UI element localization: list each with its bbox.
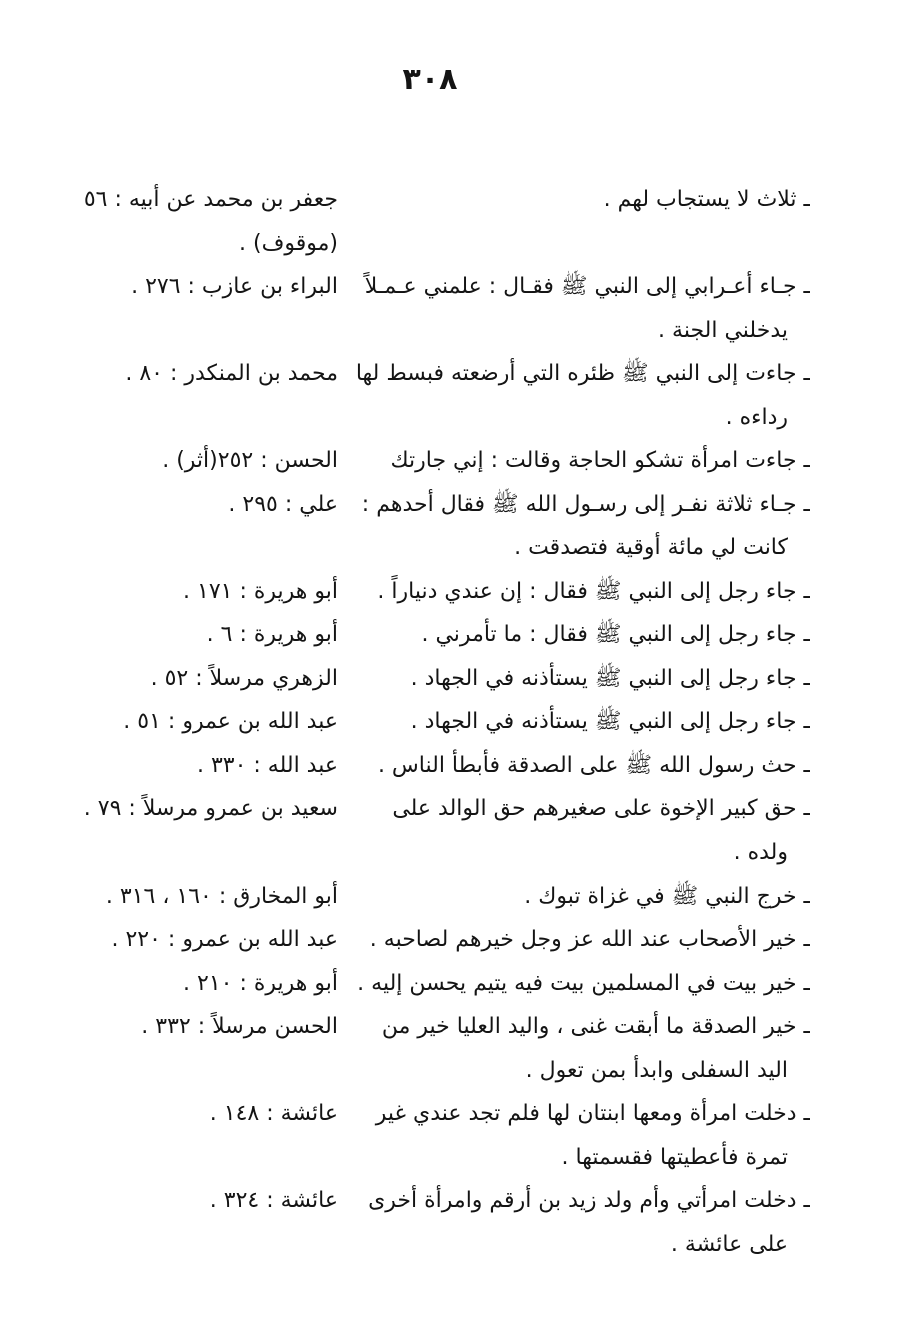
hadith-text: [350, 265, 810, 352]
hadith-text-line: ـ جـاء أعـرابي إلى النبي ﷺ فقـال : علمني عـمـلاً: [364, 274, 810, 300]
narrator-reference-line: أبو هريرة : ١٧١ .: [183, 578, 338, 604]
hadith-text-line: ولده .: [733, 839, 788, 865]
narrator-reference: [40, 483, 338, 527]
hadith-text-line: رداءه .: [725, 404, 788, 430]
narrator-reference-line: جعفر بن محمد عن أبيه : ٥٦: [83, 187, 338, 212]
hadith-text-line: ـ جاءت امرأة تشكو الحاجة وقالت : إني جارتك: [390, 448, 810, 474]
hadith-text-line: يدخلني الجنة .: [658, 317, 788, 343]
index-entry: [40, 178, 810, 265]
narrator-reference: [40, 613, 338, 657]
hadith-index-list: [40, 178, 810, 1266]
hadith-text: [350, 962, 810, 1006]
hadith-text-line: ـ جاءت إلى النبي ﷺ ظئره التي أرضعته فبسط لها: [355, 361, 810, 387]
hadith-text: [350, 744, 810, 788]
index-entry: [40, 962, 810, 1006]
hadith-text: [350, 178, 810, 222]
narrator-reference-line: سعيد بن عمرو مرسلاً : ٧٩ .: [83, 796, 338, 822]
hadith-text-line: ـ دخلت امرأة ومعها ابنتان لها فلم تجد عندي غير: [375, 1101, 810, 1127]
index-entry: [40, 700, 810, 744]
narrator-reference-line: أبو المخارق : ١٦٠ ، ٣١٦ .: [105, 883, 338, 909]
index-entry: [40, 1092, 810, 1179]
hadith-text-line: اليد السفلى وابدأ بمن تعول .: [525, 1057, 788, 1083]
hadith-text-line: ـ دخلت امرأتي وأم ولد زيد بن أرقم وامرأة أخرى: [368, 1188, 810, 1214]
narrator-reference: [40, 439, 338, 483]
narrator-reference: [40, 1005, 338, 1049]
index-entry: [40, 918, 810, 962]
hadith-text-line: تمرة فأعطيتها فقسمتها .: [561, 1144, 788, 1170]
hadith-text-line: ـ جاء رجل إلى النبي ﷺ يستأذنه في الجهاد .: [410, 709, 810, 735]
index-entry: [40, 657, 810, 701]
narrator-reference: [40, 1092, 338, 1136]
hadith-text-line: ـ جاء رجل إلى النبي ﷺ فقال : ما تأمرني .: [421, 622, 810, 648]
narrator-reference: [40, 700, 338, 744]
narrator-reference: [40, 352, 338, 396]
index-entry: [40, 613, 810, 657]
narrator-reference-line: الحسن مرسلاً : ٣٣٢ .: [141, 1014, 338, 1040]
hadith-text: [350, 439, 810, 483]
index-entry: [40, 1179, 810, 1266]
narrator-reference-line: (موقوف) .: [239, 230, 338, 256]
narrator-reference-line: محمد بن المنكدر : ٨٠ .: [125, 361, 338, 387]
index-entry: [40, 787, 810, 874]
narrator-reference: [40, 918, 338, 962]
narrator-reference: [40, 178, 338, 265]
hadith-text: [350, 918, 810, 962]
hadith-text: [350, 1005, 810, 1092]
hadith-text: [350, 483, 810, 570]
narrator-reference-line: أبو هريرة : ٢١٠ .: [183, 970, 338, 996]
hadith-text-line: ـ خير الأصحاب عند الله عز وجل خيرهم لصاحبه .: [369, 927, 810, 953]
narrator-reference: [40, 744, 338, 788]
index-entry: [40, 439, 810, 483]
hadith-text: [350, 570, 810, 614]
narrator-reference: [40, 875, 338, 919]
hadith-text-line: ـ جاء رجل إلى النبي ﷺ فقال : إن عندي دنياراً .: [377, 578, 810, 604]
index-entry: [40, 570, 810, 614]
hadith-text-line: ـ حث رسول الله ﷺ على الصدقة فأبطأ الناس .: [377, 752, 810, 778]
hadith-text: [350, 613, 810, 657]
hadith-text-line: كانت لي مائة أوقية فتصدقت .: [514, 535, 788, 561]
narrator-reference: [40, 657, 338, 701]
hadith-text-line: ـ جاء رجل إلى النبي ﷺ يستأذنه في الجهاد .: [410, 665, 810, 691]
index-entry: [40, 265, 810, 352]
hadith-text-line: ـ ثلاث لا يستجاب لهم .: [603, 187, 810, 212]
index-entry: [40, 483, 810, 570]
hadith-text-line: ـ جـاء ثلاثة نفـر إلى رسـول الله ﷺ فقال أحدهم :: [361, 491, 810, 517]
index-entry: [40, 352, 810, 439]
hadith-text-line: على عائشة .: [670, 1231, 788, 1257]
hadith-text-line: ـ خير الصدقة ما أبقت غنى ، واليد العليا خير من: [381, 1014, 810, 1040]
hadith-text: [350, 1179, 810, 1266]
narrator-reference: [40, 787, 338, 831]
narrator-reference-line: الزهري مرسلاً : ٥٢ .: [150, 665, 338, 691]
narrator-reference: [40, 570, 338, 614]
page-number: ٣٠٨: [402, 62, 458, 97]
narrator-reference-line: عبد الله بن عمرو : ٢٢٠ .: [111, 927, 338, 953]
narrator-reference-line: عبد الله : ٣٣٠ .: [196, 752, 338, 778]
hadith-text: [350, 700, 810, 744]
narrator-reference-line: البراء بن عازب : ٢٧٦ .: [131, 274, 338, 300]
narrator-reference-line: عائشة : ٣٢٤ .: [209, 1188, 338, 1214]
narrator-reference: [40, 1179, 338, 1223]
hadith-text-line: ـ خرج النبي ﷺ في غزاة تبوك .: [524, 883, 810, 909]
index-entry: [40, 1005, 810, 1092]
hadith-text-line: ـ حق كبير الإخوة على صغيرهم حق الوالد على: [392, 796, 810, 822]
hadith-text: [350, 657, 810, 701]
hadith-text: [350, 875, 810, 919]
narrator-reference-line: عائشة : ١٤٨ .: [209, 1101, 338, 1127]
index-entry: [40, 875, 810, 919]
hadith-text: [350, 352, 810, 439]
narrator-reference-line: علي : ٢٩٥ .: [228, 491, 338, 517]
index-entry: [40, 744, 810, 788]
narrator-reference-line: الحسن : ٢٥٢(أثر) .: [162, 448, 338, 474]
narrator-reference: [40, 265, 338, 309]
narrator-reference: [40, 962, 338, 1006]
narrator-reference-line: أبو هريرة : ٦ .: [206, 622, 338, 648]
hadith-text-line: ـ خير بيت في المسلمين بيت فيه يتيم يحسن إليه .: [357, 970, 810, 996]
hadith-text: [350, 1092, 810, 1179]
hadith-text: [350, 787, 810, 874]
narrator-reference-line: عبد الله بن عمرو : ٥١ .: [123, 709, 338, 735]
